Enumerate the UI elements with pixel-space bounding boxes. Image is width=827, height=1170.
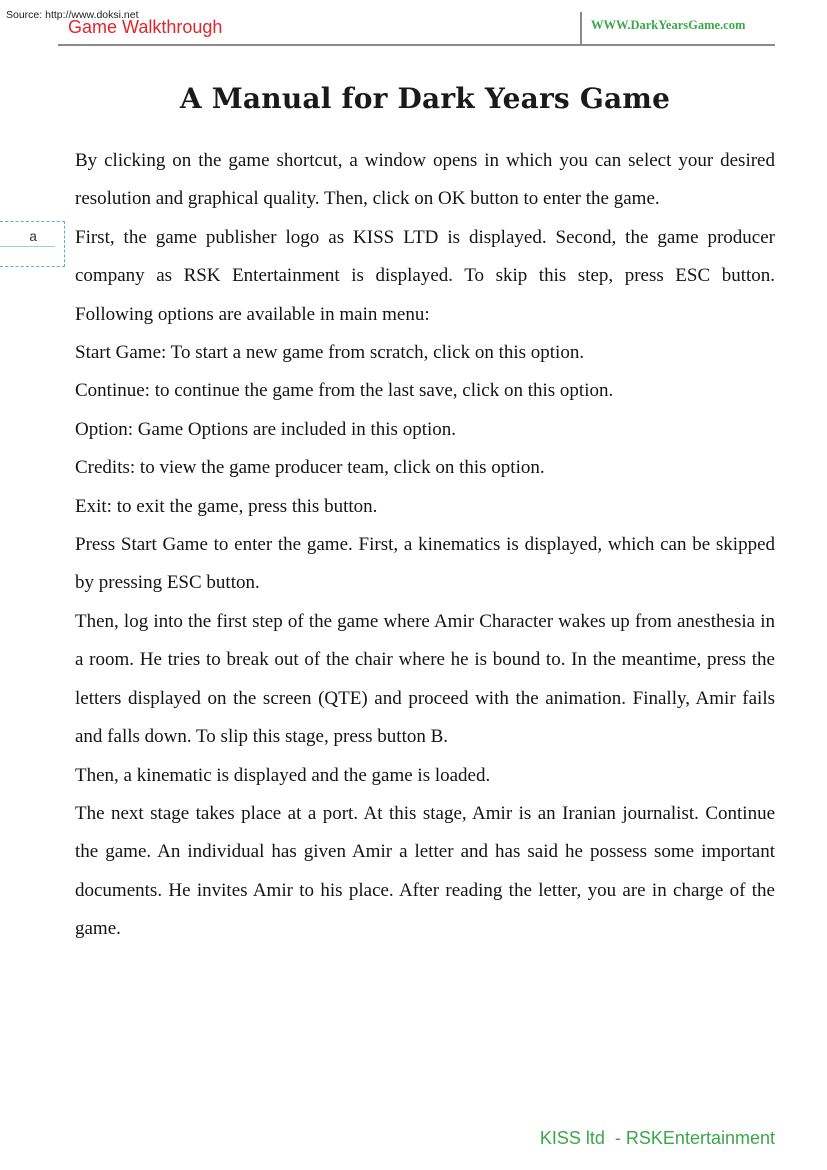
- paragraph-press-start: Press Start Game to enter the game. First, a kinematics is displayed, which can be skipped by pressing ESC button.: [75, 534, 775, 594]
- header-section-title: Game Walkthrough: [68, 17, 223, 37]
- paragraph-start-game: Start Game: To start a new game from scratch, click on this option.: [75, 342, 585, 364]
- manual-body: [75, 142, 775, 949]
- comment-marker-line: [0, 246, 55, 247]
- source-note: Source: http://www.doksi.net: [6, 9, 139, 21]
- header-separator: [580, 12, 582, 44]
- paragraph-first-step: Then, log into the first step of the game where Amir Character wakes up from anesthesia in a room. He tries to break out of the chair where he is bound to. In the meantime, press the letters displayed on the screen (QTE) and proceed with the animation. Finally, Amir fails and falls down. To slip this stage, press button B.: [75, 610, 775, 748]
- paragraph-port-stage: The next stage takes place at a port. At this stage, Amir is an Iranian journalist. Continue the game. An individual has given Amir a letter and has said he possess some important documents. He invites Amir to his place. After reading the letter, you are in charge of the game.: [75, 802, 775, 940]
- page-title: A Manual for Dark Years Game: [179, 82, 671, 115]
- comment-marker-label: a: [29, 230, 38, 246]
- paragraph-exit: Exit: to exit the game, press this button.: [75, 495, 378, 517]
- header-website-link[interactable]: WWW.DarkYearsGame.com: [591, 18, 746, 32]
- paragraph-kinematic: Then, a kinematic is displayed and the game is loaded.: [75, 764, 491, 786]
- paragraph-intro: By clicking on the game shortcut, a window opens in which you can select your desired resolution and graphical quality. Then, click on OK button to enter the game.: [75, 150, 775, 210]
- paragraph-option: Option: Game Options are included in this option.: [75, 418, 457, 440]
- paragraph-logos: First, the game publisher logo as KISS LTD is displayed. Second, the game producer company as RSK Entertainment is displayed. To skip this step, press ESC button. Following options are available in main menu:: [75, 226, 775, 325]
- paragraph-credits: Credits: to view the game producer team, click on this option.: [75, 457, 545, 479]
- header-rule: [58, 44, 775, 46]
- footer-credit: KISS ltd - RSKEntertainment: [539, 1128, 775, 1148]
- paragraph-continue: Continue: to continue the game from the last save, click on this option.: [75, 380, 614, 402]
